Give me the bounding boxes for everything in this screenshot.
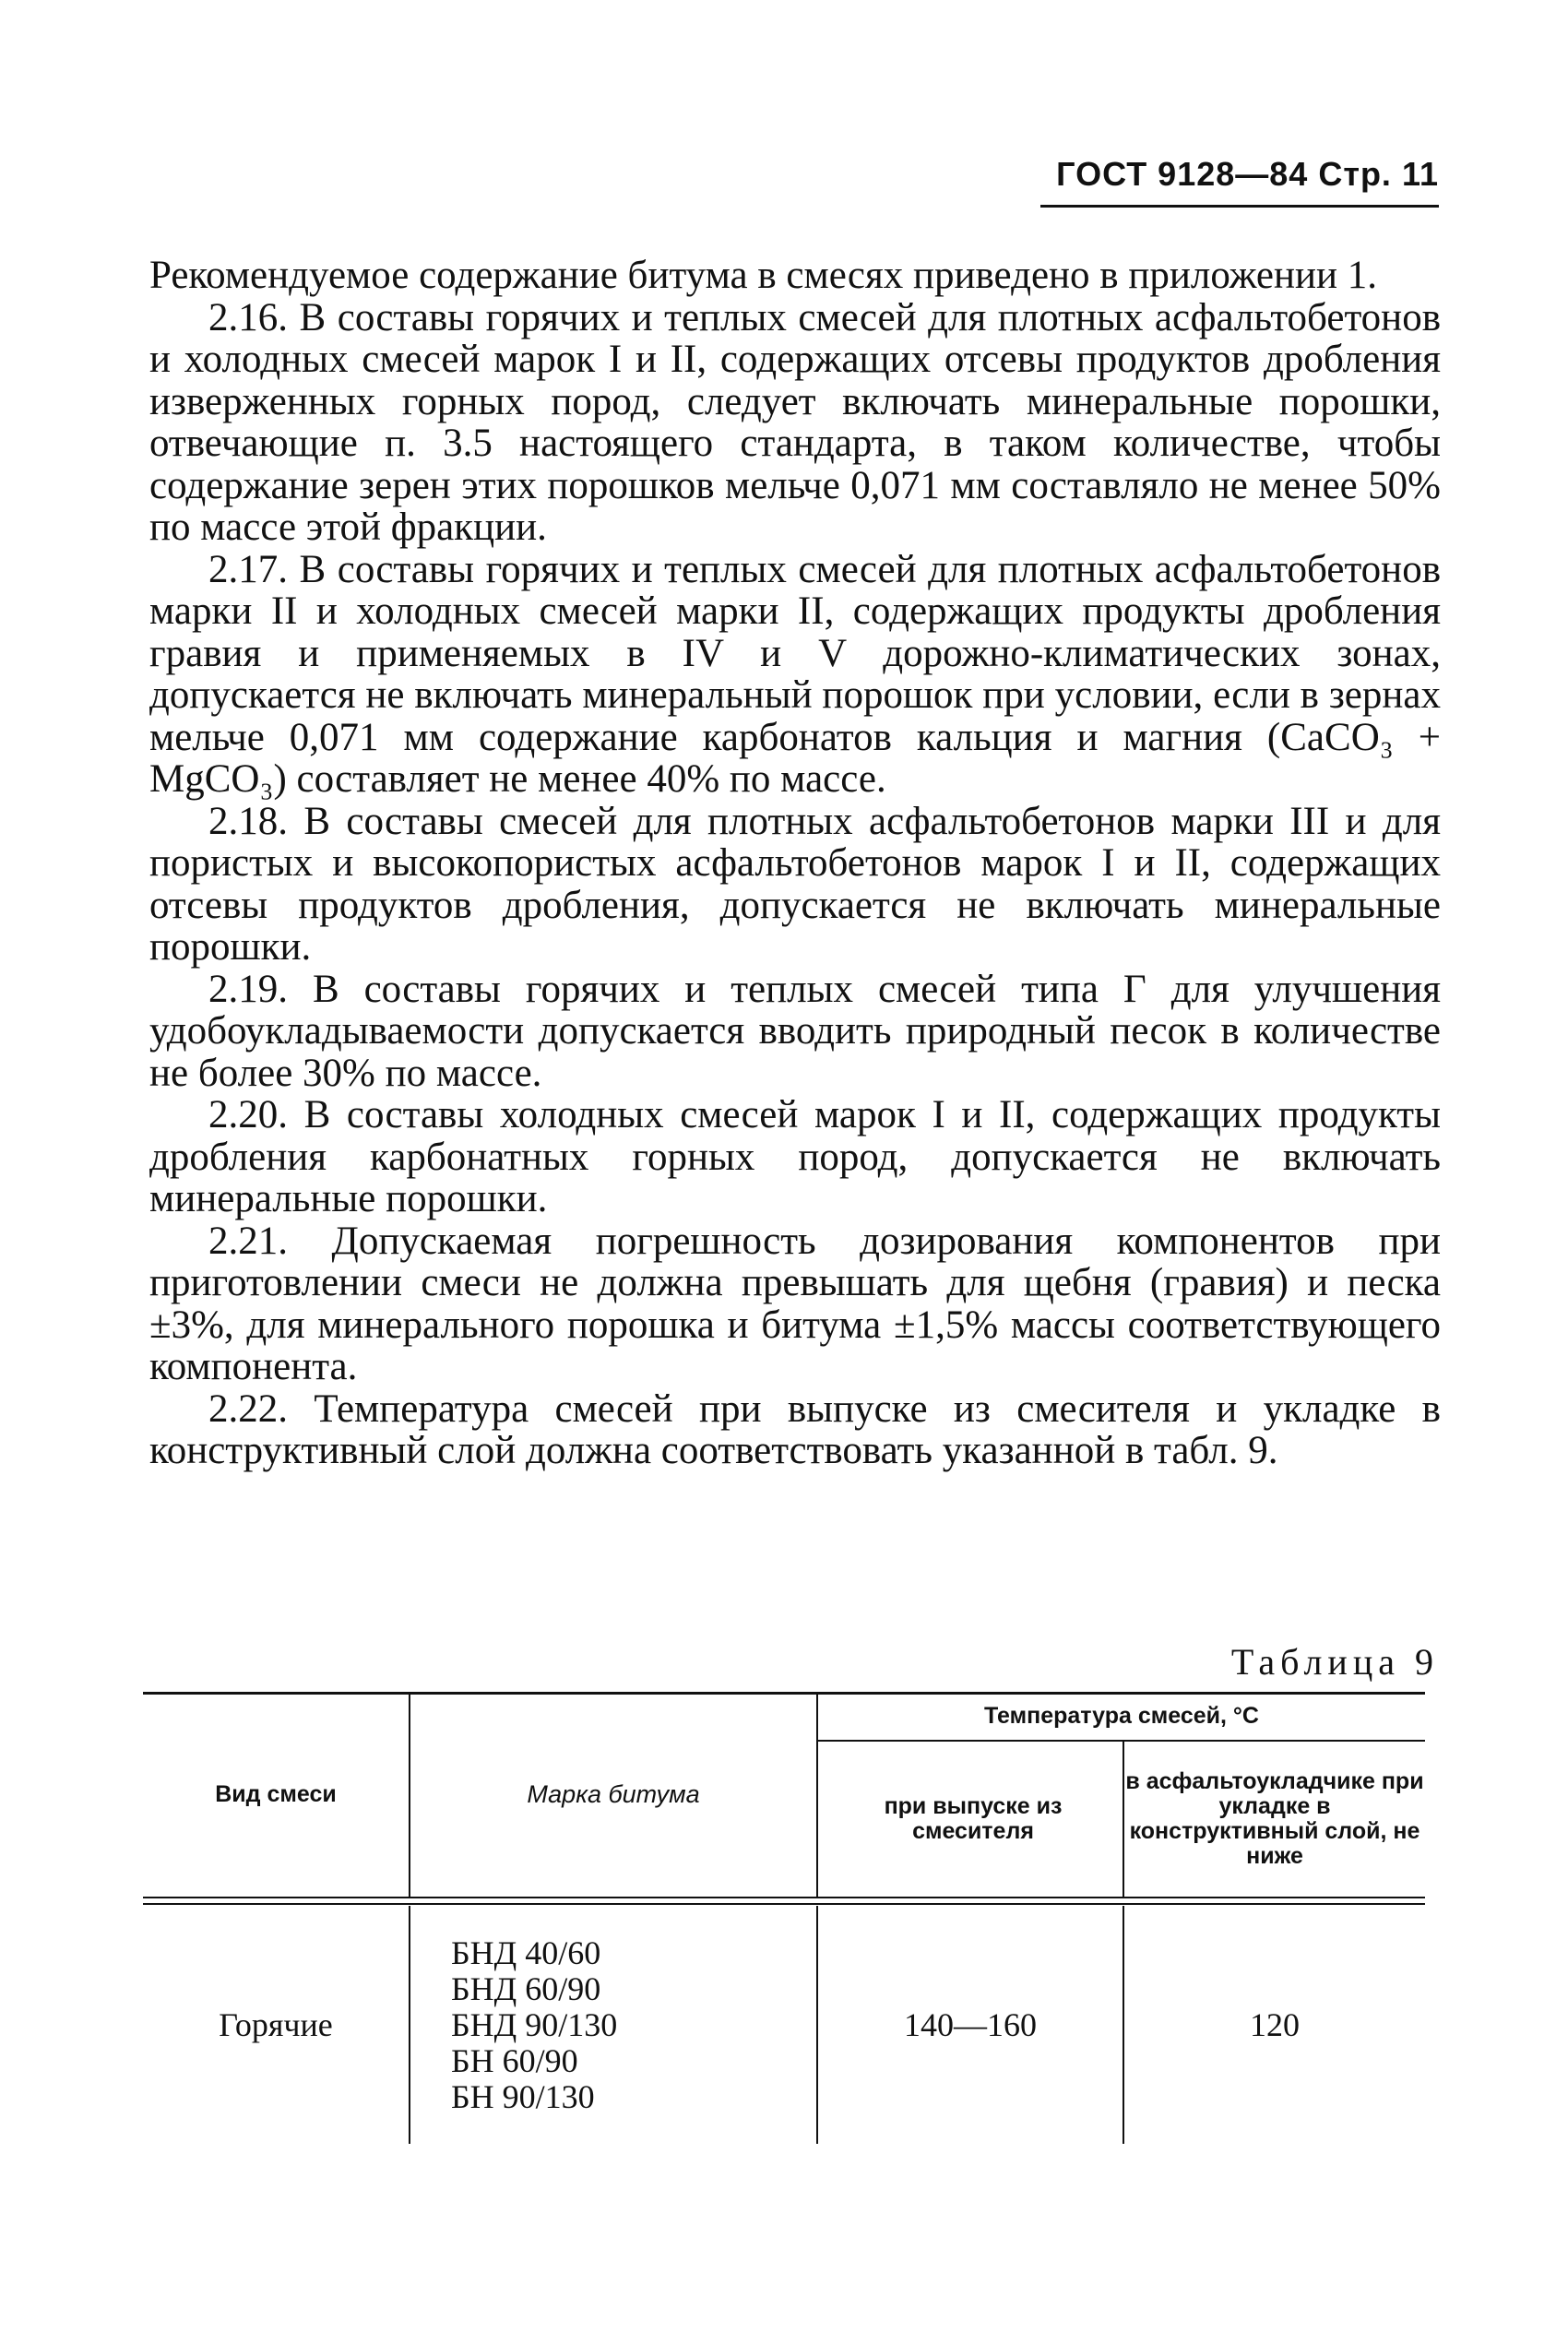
paragraph-recommended-content: Рекомендуемое содержание битума в смесях приведено в приложении 1. xyxy=(149,254,1378,297)
table-header-rule-2 xyxy=(143,1903,1425,1905)
header-at-release: при выпуске из смесителя xyxy=(884,1793,1063,1844)
cell-bitumen-grades xyxy=(451,1906,816,2144)
header-temperature-group: Температура смесей, °С xyxy=(984,1702,1259,1729)
header-at-laying: в асфальтоукладчике при укладке в конструктивный слой, не ниже xyxy=(1125,1768,1424,1869)
cell-at-laying: 120 xyxy=(1250,2005,1300,2043)
paragraph-2-17: 2.17. В составы горячих и теплых смесей для плотных асфальтобетонов марки II и холодных смесей марки II, содержащих продукты дробления гравия и применяемых в IV и V дорожно-климатических зонах, допускается не включать минеральный порошок при условии, если в зернах мельче 0,071 мм содержание карбонатов кальция и магния (CaCO₃ + MgCO₃) составляет не менее 40% по массе. xyxy=(149,547,1441,801)
cell-at-release: 140—160 xyxy=(904,2005,1037,2043)
paragraph-2-16: 2.16. В составы горячих и теплых смесей для плотных асфальтобетонов и холодных смесей марок I и II, содержащих отсевы продуктов дробления изверженных горных пород, следует включать минеральные порошки, отвечающие п. 3.5 настоящего стандарта, в таком количестве, чтобы содержание зерен этих порошков мельче 0,071 мм составляло не менее 50% по массе этой фракции. xyxy=(149,295,1441,549)
header-bitumen-grade: Марка битума xyxy=(527,1779,700,1808)
table-header-rule-1 xyxy=(143,1897,1425,1898)
header-rule xyxy=(1040,205,1439,208)
grade-item: БН 90/130 xyxy=(451,2077,595,2115)
paragraph-2-19: 2.19. В составы горячих и теплых смесей типа Г для улучшения удобоукладываемости допускается вводить природный песок в количестве не более 30% по массе. xyxy=(149,967,1441,1095)
header-mix-type: Вид смеси xyxy=(215,1780,337,1807)
paragraph-2-21: 2.21. Допускаемая погрешность дозирования компонентов при приготовлении смеси не должна превышать для щебня (гравия) и песка ±3%, для минерального порошка и битума ±1,5% массы соответствующего компонента. xyxy=(149,1219,1441,1388)
paragraph-2-22: 2.22. Температура смесей при выпуске из смесителя и укладке в конструктивный слой должна соответствовать указанной в табл. 9. xyxy=(149,1386,1441,1472)
grade-item: БНД 60/90 xyxy=(451,1969,601,2007)
grade-item: БНД 90/130 xyxy=(451,2005,618,2043)
table-9 xyxy=(143,1692,1425,2144)
paragraph-2-20: 2.20. В составы холодных смесей марок I и II, содержащих продукты дробления карбонатных горных пород, допускается не включать минеральные порошки. xyxy=(149,1093,1441,1220)
table-vrule-4 xyxy=(409,1906,410,2144)
paragraph-2-18: 2.18. В составы смесей для плотных асфальтобетонов марки III и для пористых и высокопористых асфальтобетонов марок I и II, содержащих отсевы продуктов дробления, допускается не включать минеральные порошки. xyxy=(149,799,1441,969)
table-caption: Таблица 9 xyxy=(1230,1641,1439,1683)
grade-item: БН 60/90 xyxy=(451,2041,578,2079)
body-text xyxy=(149,255,1441,1472)
page-header: ГОСТ 9128—84 Стр. 11 xyxy=(1056,155,1439,193)
cell-mix-type: Горячие xyxy=(219,2005,333,2043)
grade-item: БНД 40/60 xyxy=(451,1933,601,1971)
